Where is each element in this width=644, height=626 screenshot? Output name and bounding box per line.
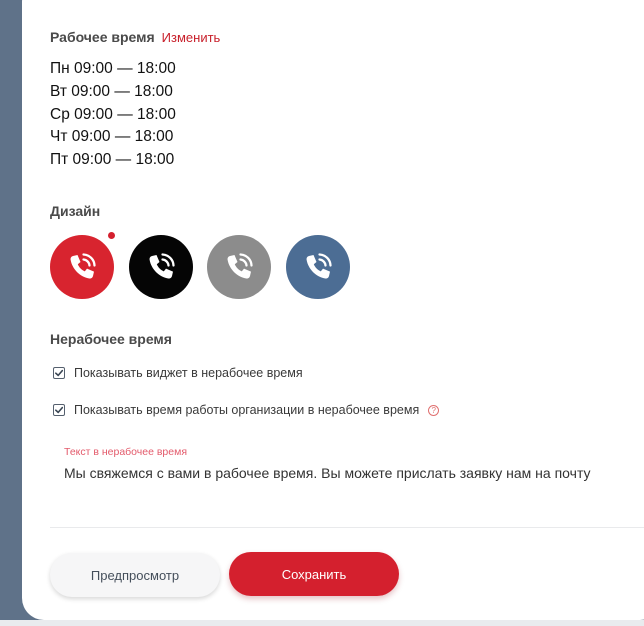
hours-thursday: Чт 09:00 — 18:00 xyxy=(50,128,174,146)
design-swatch-black[interactable] xyxy=(129,235,193,299)
preview-button[interactable]: Предпросмотр xyxy=(50,553,220,597)
hours-friday: Пт 09:00 — 18:00 xyxy=(50,151,175,169)
off-hours-text-label: Текст в нерабочее время xyxy=(64,446,188,458)
show-widget-label: Показывать виджет в нерабочее время xyxy=(74,366,303,380)
show-hours-label: Показывать время работы организации в нерабочее время xyxy=(74,403,420,417)
checkmark-icon xyxy=(54,368,64,378)
design-title: Дизайн xyxy=(50,203,101,219)
bottom-strip xyxy=(0,620,644,626)
phone-icon xyxy=(62,247,102,287)
checkmark-icon xyxy=(54,405,64,415)
phone-icon xyxy=(141,247,181,287)
design-swatch-red[interactable] xyxy=(50,235,114,299)
hours-tuesday: Вт 09:00 — 18:00 xyxy=(50,82,173,100)
working-hours-list xyxy=(50,58,176,172)
checkbox-row-show-widget xyxy=(53,366,303,380)
working-time-title: Рабочее время xyxy=(50,29,155,45)
hours-wednesday: Ср 09:00 — 18:00 xyxy=(50,105,176,123)
checkbox-row-show-hours xyxy=(53,403,439,417)
off-hours-text-input[interactable] xyxy=(64,463,644,483)
divider xyxy=(50,527,644,528)
selected-indicator xyxy=(108,232,115,239)
edit-hours-link[interactable]: Изменить xyxy=(161,30,221,45)
hours-monday: Пн 09:00 — 18:00 xyxy=(50,60,176,77)
design-swatch-gray[interactable] xyxy=(207,235,271,299)
working-time-header xyxy=(50,29,220,45)
phone-icon xyxy=(219,247,259,287)
show-widget-checkbox[interactable] xyxy=(53,367,65,379)
phone-icon xyxy=(298,247,338,287)
show-hours-checkbox[interactable] xyxy=(53,404,65,416)
off-hours-title: Нерабочее время xyxy=(50,331,172,347)
save-button[interactable]: Сохранить xyxy=(229,552,399,596)
question-icon[interactable]: ? xyxy=(428,405,439,416)
design-swatch-blue[interactable] xyxy=(286,235,350,299)
